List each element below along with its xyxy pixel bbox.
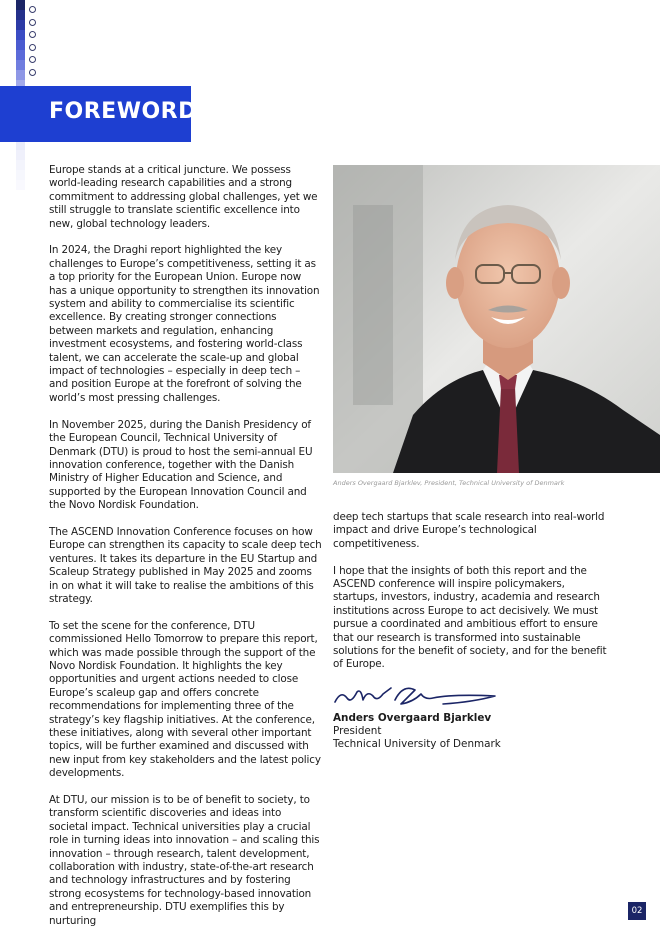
portrait-illustration xyxy=(333,165,660,473)
signatory-role: President xyxy=(333,725,382,737)
circle-icon xyxy=(29,31,36,38)
page-title: FOREWORD xyxy=(49,99,197,124)
circle-icon xyxy=(29,69,36,76)
circle-icon xyxy=(29,6,36,13)
portrait-photo xyxy=(333,165,660,473)
decorative-dots xyxy=(29,6,36,81)
signatory-organization: Technical University of Denmark xyxy=(333,738,501,751)
circle-icon xyxy=(29,56,36,63)
paragraph: The ASCEND Innovation Conference focuses on how Europe can strengthen its capacity to scale deep tech ventures. It takes its departure in the EU Startup and Scaleup Strategy published in May 2025 and zooms in on what it will take to realise the ambitions of this strategy. xyxy=(49,525,322,605)
right-text-column xyxy=(333,511,611,685)
signatory-title xyxy=(333,725,501,752)
paragraph: At DTU, our mission is to be of benefit to society, to transform scientific discoveries and ideas into societal impact. Technical universities play a crucial role in turning ideas into innovation – and scaling this innovation – through research, talent development, collaboration with industry, state-of-the-art research and technology infrastructures and by fostering strong ecosystems for technology-based innovation and entrepreneurship. DTU exemplifies this by nurturing xyxy=(49,794,320,927)
circle-icon xyxy=(29,44,36,51)
paragraph: To set the scene for the conference, DTU commissioned Hello Tomorrow to prepare this report, which was made possible through the support of the Novo Nordisk Foundation. It highlights the key opportunities and urgent actions needed to close Europe’s scaleup gap and offers concrete recommendations for implementing three of the strategy’s key flagship initiatives. At the conference, these initiatives, along with several other important topics, will be further examined and discussed with new input from key stakeholders and the latest policy developments. xyxy=(49,619,321,780)
photo-caption: Anders Overgaard Bjarklev, President, Technical University of Denmark xyxy=(333,479,565,487)
handwritten-signature xyxy=(333,680,498,712)
paragraph: In 2024, the Draghi report highlighted the key challenges to Europe’s competitiveness, setting it as a top priority for the European Union. Europe now has a unique opportunity to strengthen its innovation system and ability to commercialise its scientific excellence. By creating stronger connections between markets and regulation, enhancing investment ecosystems, and fostering world-class talent, we can accelerate the scale-up and global impact of technologies – especially in deep tech – and position Europe at the forefront of solving the world’s most pressing challenges. xyxy=(49,244,320,404)
signatory-name: Anders Overgaard Bjarklev xyxy=(333,712,492,724)
left-text-column xyxy=(49,164,322,936)
paragraph: I hope that the insights of both this report and the ASCEND conference will inspire policymakers, startups, investors, industry, academia and research institutions across Europe to act decisively. We must pursue a coordinated and ambitious effort to ensure that our research is transformed into sustainable solutions for the benefit of society, and for the benefit of Europe. xyxy=(333,564,607,671)
paragraph: Europe stands at a critical juncture. We possess world-leading research capabilities and a strong commitment to addressing global challenges, yet we still struggle to translate scientific excellence into new, global technology leaders. xyxy=(49,164,318,230)
paragraph: deep tech startups that scale research into real-world impact and drive Europe’s technological competitiveness. xyxy=(333,511,605,550)
paragraph: In November 2025, during the Danish Presidency of the European Council, Technical University of Denmark (DTU) is proud to host the semi-annual EU innovation conference, together with the Danish Ministry of Higher Education and Science, and supported by the European Innovation Council and the Novo Nordisk Foundation. xyxy=(49,418,313,512)
circle-icon xyxy=(29,19,36,26)
page-number-badge: 02 xyxy=(628,902,646,920)
